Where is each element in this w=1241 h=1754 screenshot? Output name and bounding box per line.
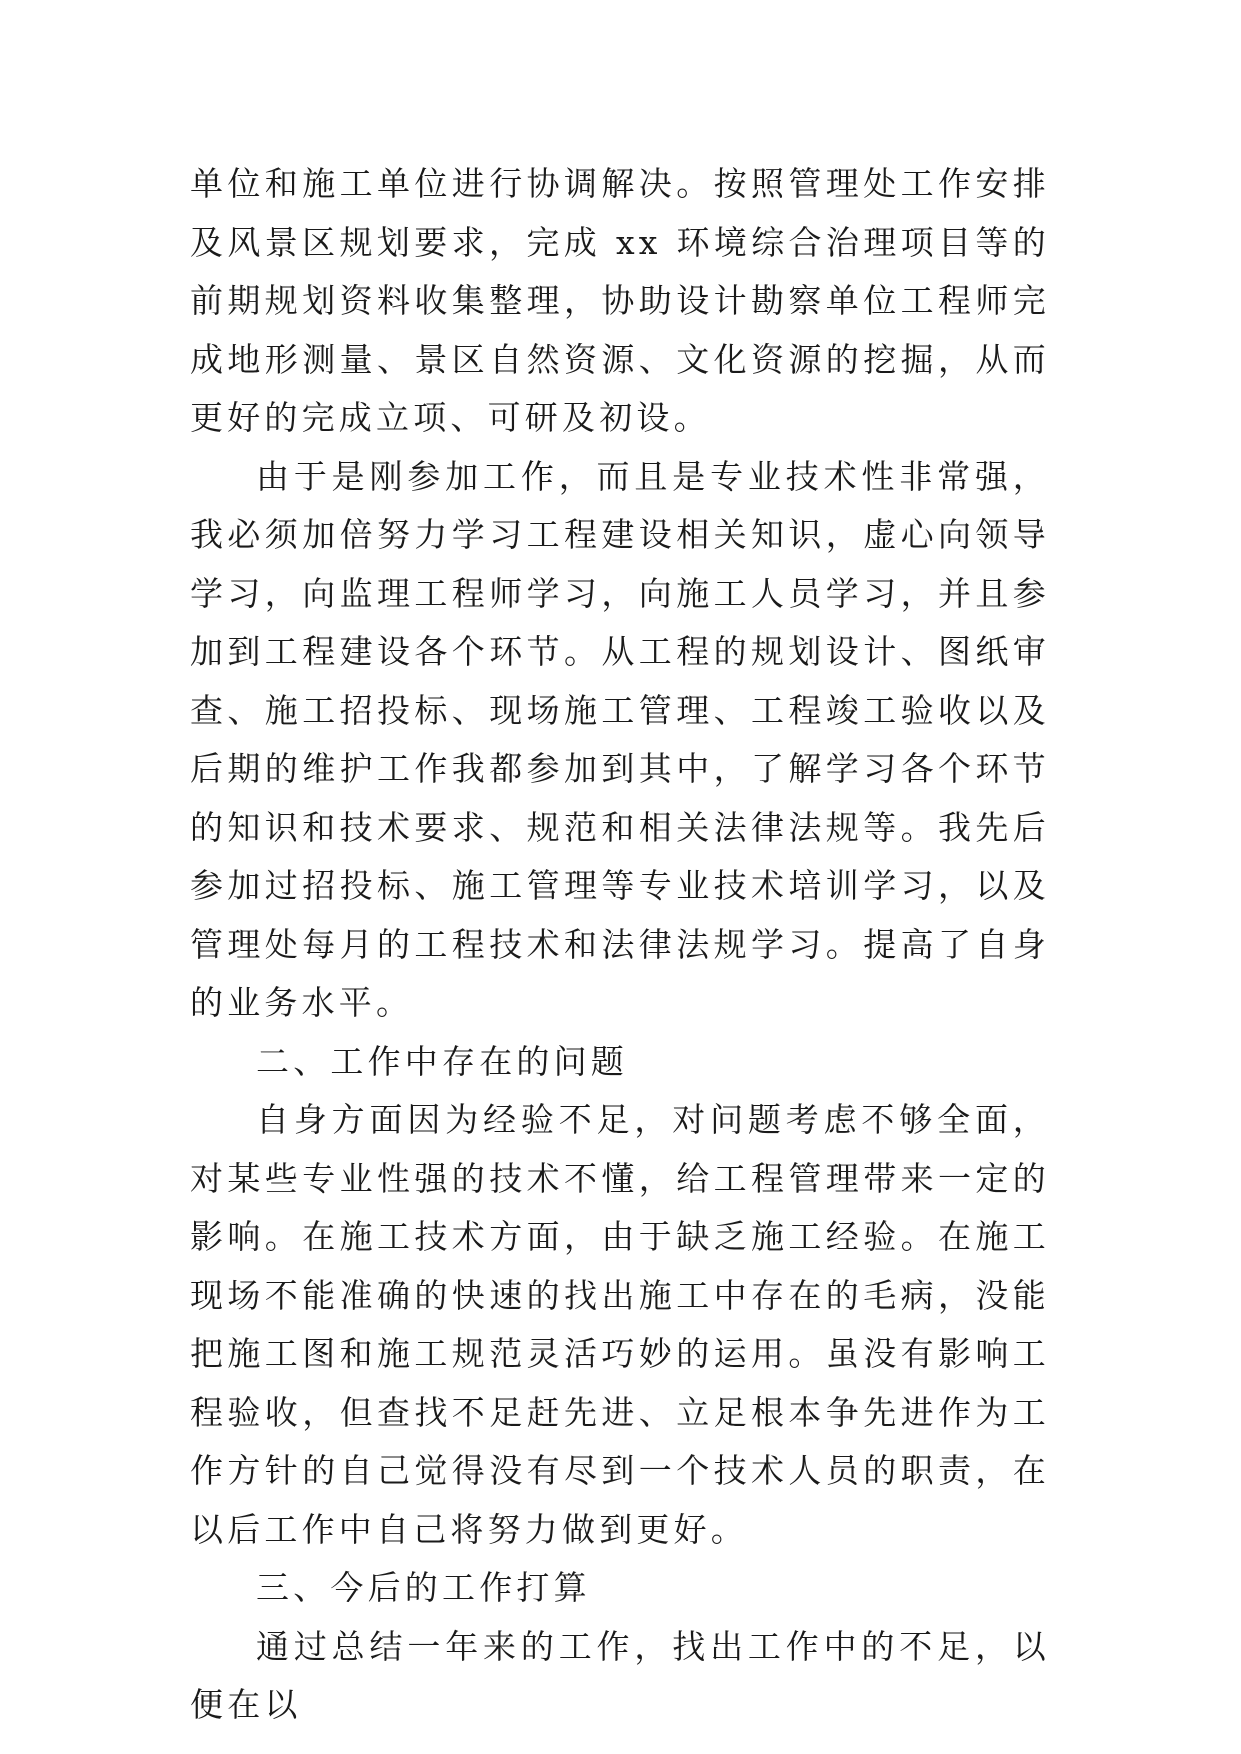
document-body — [190, 155, 1050, 1735]
paragraph-learning: 由于是刚参加工作，而且是专业技术性非常强，我必须加倍努力学习工程建设相关知识，虚心向领导学习，向监理工程师学习，向施工人员学习，并且参加到工程建设各个环节。从工程的规划设计、图纸审查、施工招投标、现场施工管理、工程竣工验收以及后期的维护工作我都参加到其中，了解学习各个环节的知识和技术要求、规范和相关法律法规等。我先后参加过招投标、施工管理等专业技术培训学习，以及管理处每月的工程技术和法律法规学习。提高了自身的业务水平。 — [190, 456, 1050, 1022]
section-heading-plans: 三、今后的工作打算 — [256, 1568, 591, 1607]
paragraph-problems: 自身方面因为经验不足，对问题考虑不够全面，对某些专业性强的技术不懂，给工程管理带来一定的影响。在施工技术方面，由于缺乏施工经验。在施工现场不能准确的快速的找出施工中存在的毛病，没能把施工图和施工规范灵活巧妙的运用。虽没有影响工程验收，但查找不足赶先进、立足根本争先进作为工作方针的自己觉得没有尽到一个技术人员的职责，在以后工作中自己将努力做到更好。 — [190, 1100, 1050, 1549]
paragraph-continuation: 单位和施工单位进行协调解决。按照管理处工作安排及风景区规划要求，完成 xx 环境综合治理项目等的前期规划资料收集整理，协助设计勘察单位工程师完成地形测量、景区自然资源、文化资源的挖掘，从而更好的完成立项、可研及初设。 — [190, 164, 1050, 437]
paragraph-plans: 通过总结一年来的工作，找出工作中的不足，以便在以 — [190, 1626, 1050, 1724]
section-heading-problems: 二、工作中存在的问题 — [256, 1041, 628, 1081]
